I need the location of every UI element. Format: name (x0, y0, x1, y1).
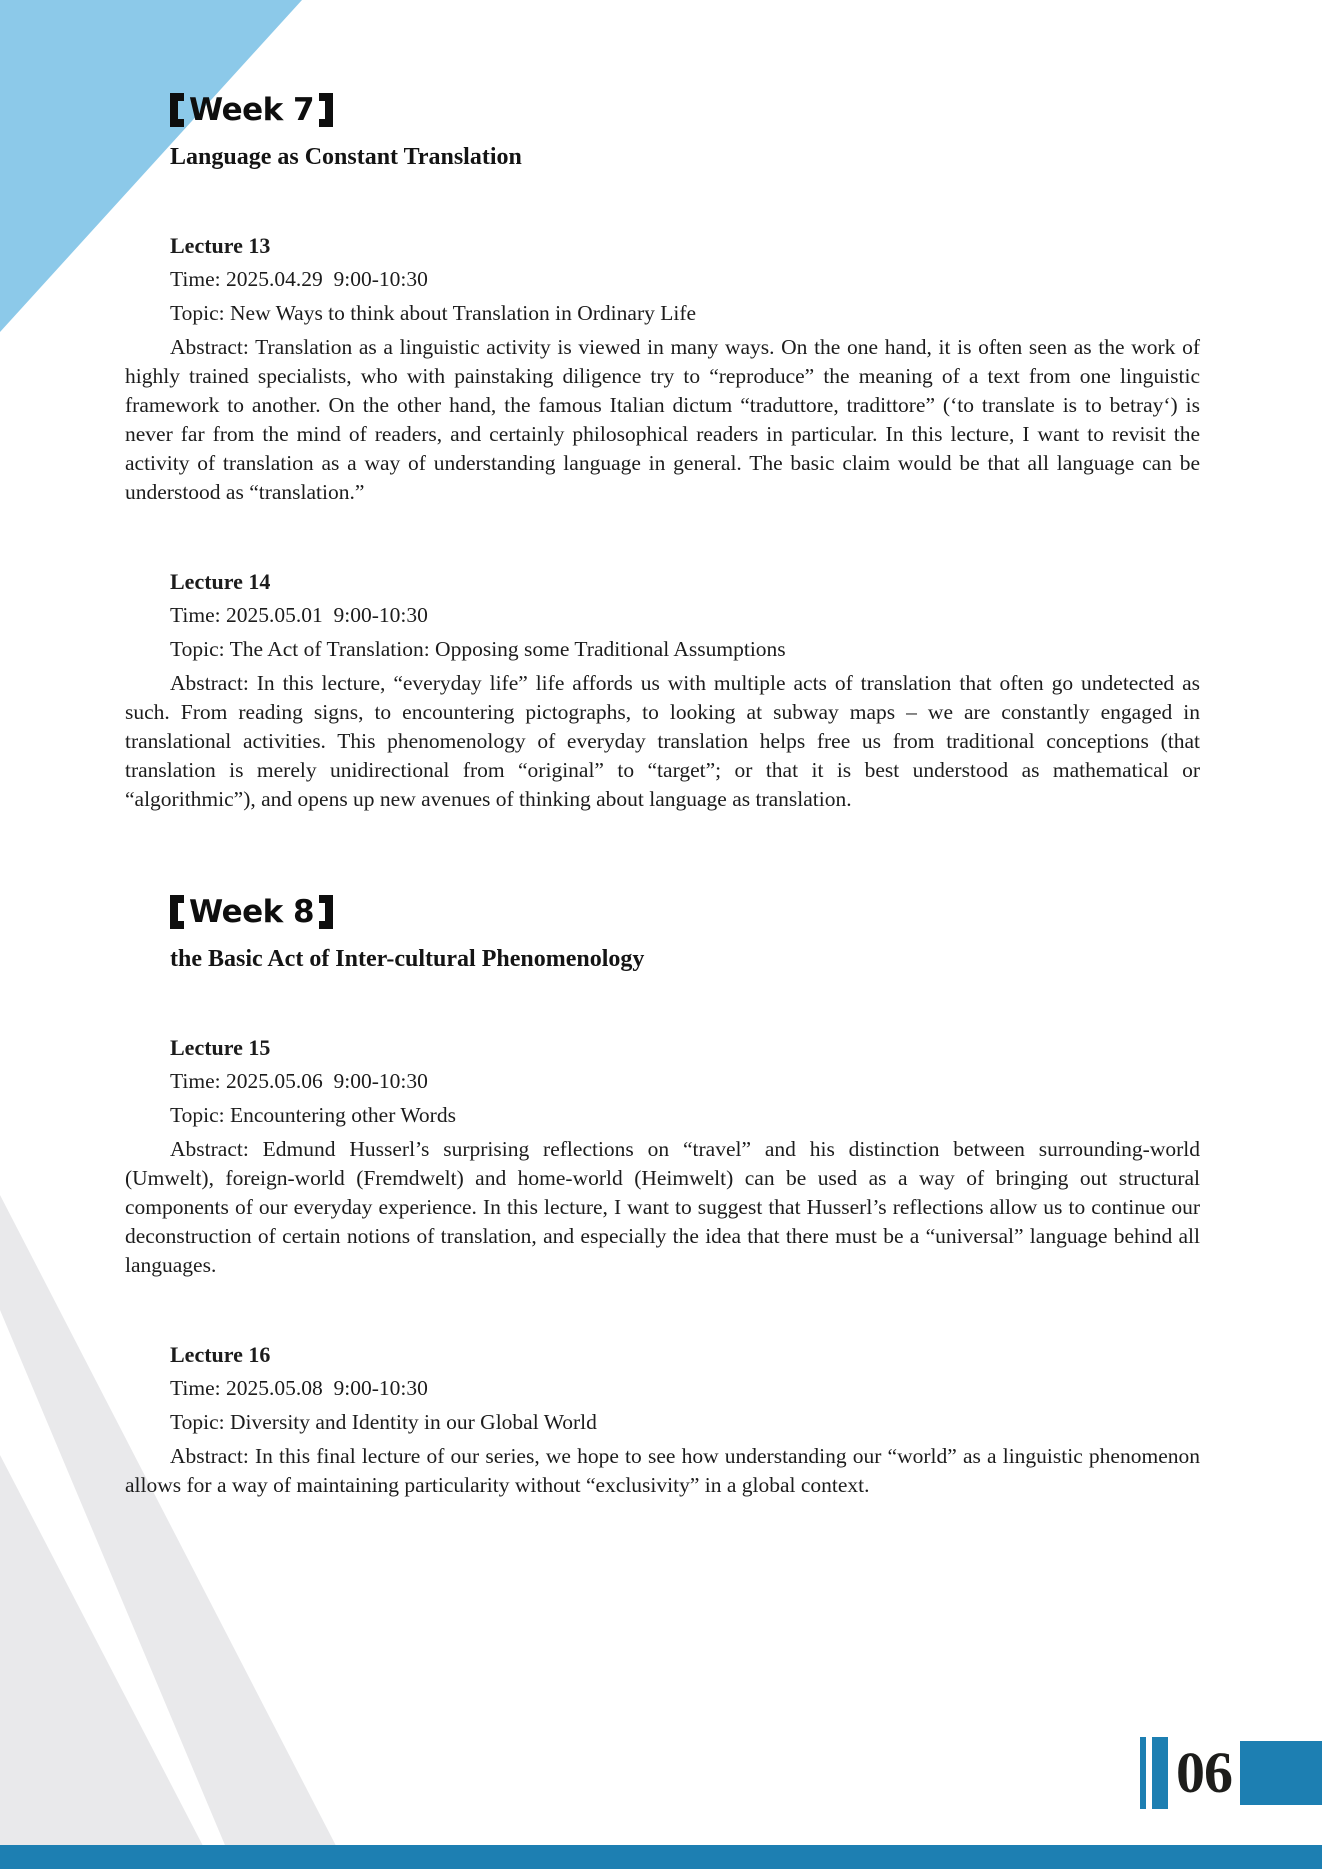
lecture-block (125, 1340, 1200, 1500)
lecture-block (125, 1033, 1200, 1280)
lecture-abstract: Abstract: In this final lecture of our series, we hope to see how understanding our “world” as a linguistic phenomenon allows for a way of maintaining particularity without “exclusivity” in a global context. (125, 1444, 1200, 1497)
lecture-block (125, 231, 1200, 507)
page-number: 06 (1176, 1740, 1232, 1805)
right-lenticular-bracket-icon (319, 895, 333, 929)
lecture-topic: Topic: The Act of Translation: Opposing some Traditional Assumptions (170, 637, 786, 661)
lecture-topic: Topic: Encountering other Words (170, 1103, 456, 1127)
lecture-time: Time: 2025.05.06 9:00-10:30 (170, 1069, 428, 1093)
lecture-abstract: Abstract: In this lecture, “everyday life” life affords us with multiple acts of translation that often go undetected as such. From reading signs, to encountering pictographs, to looking at subway maps – we are constantly engaged in translational activities. This phenomenology of everyday translation helps free us from traditional conceptions (that translation is merely unidirectional from “original” to “target”; or that it is best understood as mathematical or “algorithmic”), and opens up new avenues of thinking about language as translation. (125, 671, 1200, 811)
right-lenticular-bracket-icon (319, 93, 333, 127)
lecture-topic: Topic: New Ways to think about Translation in Ordinary Life (170, 301, 697, 325)
week-title-text: Week 8 (189, 894, 315, 930)
lecture-abstract: Abstract: Edmund Husserl’s surprising reflections on “travel” and his distinction between surrounding-world (Umwelt), foreign-world (Fremdwelt) and home-world (Heimwelt) can be used as a way of bringing out structural components of our everyday experience. In this lecture, I want to suggest that Husserl’s reflections allow us to continue our deconstruction of certain notions of translation, and especially the idea that there must be a “universal” language behind all languages. (125, 1137, 1200, 1277)
lecture-name: Lecture 14 (170, 569, 271, 594)
week-section (125, 92, 1200, 814)
week-title (170, 92, 1200, 128)
left-lenticular-bracket-icon (170, 93, 184, 127)
week-title (170, 894, 1200, 930)
lecture-topic: Topic: Diversity and Identity in our Global World (170, 1410, 597, 1434)
lecture-name: Lecture 15 (170, 1035, 271, 1060)
footer-square (1240, 1741, 1322, 1805)
page-number-block (1140, 1736, 1322, 1810)
footer-bar-thin (1140, 1737, 1146, 1809)
footer-bar-wide (1152, 1737, 1168, 1809)
week-subtitle: Language as Constant Translation (170, 144, 522, 170)
week-title-text: Week 7 (189, 92, 315, 128)
lecture-abstract: Abstract: Translation as a linguistic activity is viewed in many ways. On the one hand, it is often seen as the work of highly trained specialists, who with painstaking diligence try to “reproduce” the meaning of a text from one linguistic framework to another. On the other hand, the famous Italian dictum “traduttore, tradittore” (‘to translate is to betray‘) is never far from the mind of readers, and certainly philosophical readers in particular. In this lecture, I want to revisit the activity of translation as a way of understanding language in general. The basic claim would be that all language can be understood as “translation.” (125, 335, 1200, 504)
week-section (125, 894, 1200, 1500)
left-lenticular-bracket-icon (170, 895, 184, 929)
lecture-time: Time: 2025.05.08 9:00-10:30 (170, 1376, 428, 1400)
bottom-band-decoration (0, 1845, 1322, 1869)
lecture-name: Lecture 16 (170, 1342, 271, 1367)
lecture-block (125, 567, 1200, 814)
lecture-time: Time: 2025.05.01 9:00-10:30 (170, 603, 428, 627)
lecture-time: Time: 2025.04.29 9:00-10:30 (170, 267, 428, 291)
week-subtitle: the Basic Act of Inter-cultural Phenomenology (170, 946, 645, 972)
page-content (125, 92, 1200, 1500)
lecture-name: Lecture 13 (170, 233, 271, 258)
